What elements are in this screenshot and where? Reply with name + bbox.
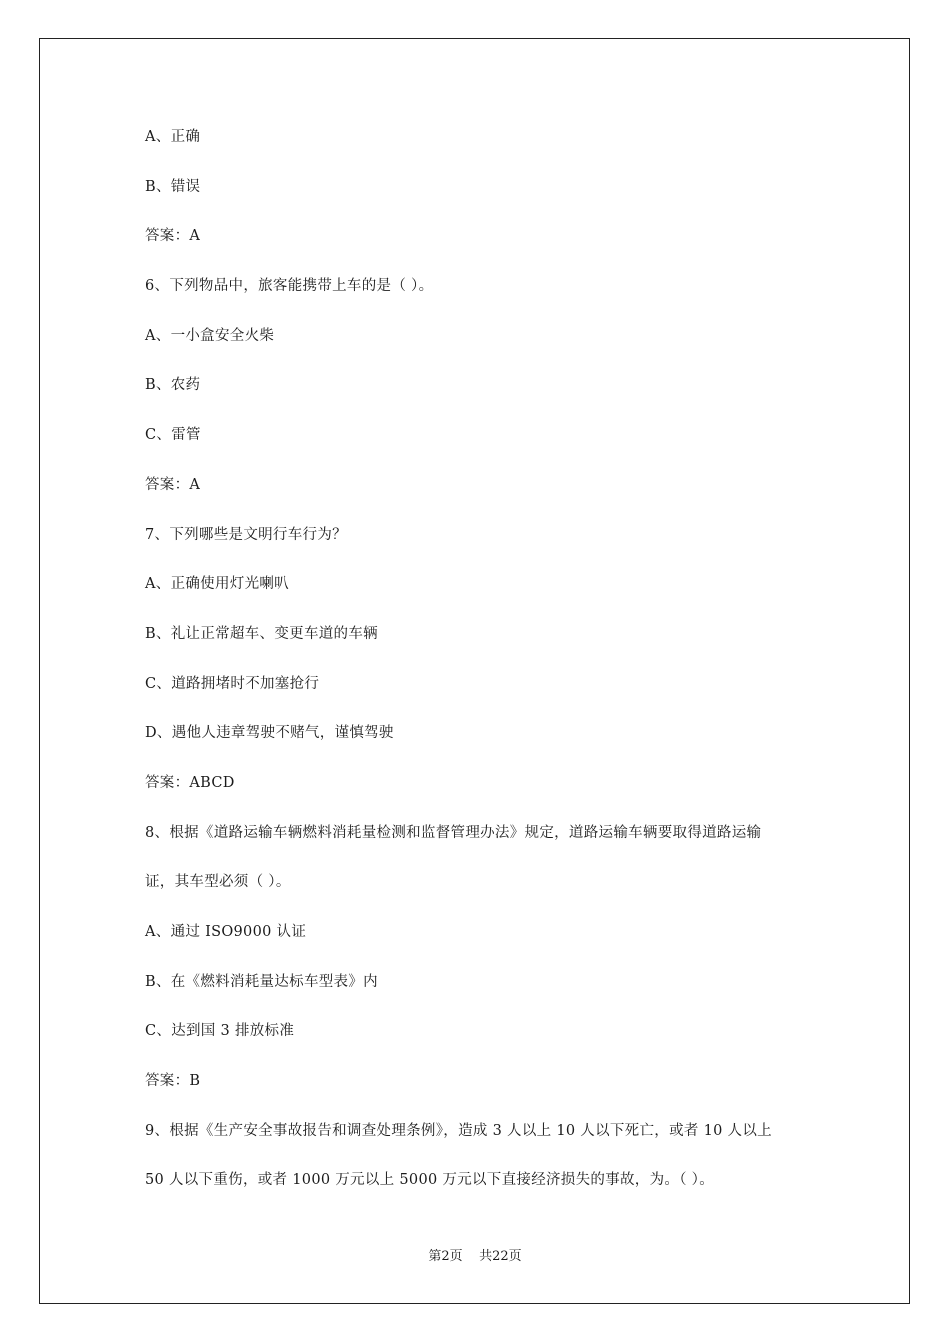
option-b: B、错误 [145, 178, 201, 195]
option-a: A、通过 ISO9000 认证 [145, 924, 307, 940]
question-9: 9、根据《生产安全事故报告和调查处理条例》，造成 3 人以上 10 人以下死亡，或者 10 人以上 [145, 1122, 772, 1139]
option-b: B、在《燃料消耗量达标车型表》内 [145, 973, 378, 990]
option-c: C、达到国 3 排放标准 [145, 1023, 295, 1040]
option-a: A、正确 [145, 129, 201, 145]
page-number: 第2页 共22页 [428, 1249, 522, 1264]
question-7: 7、下列哪些是文明行车行为？ [145, 526, 347, 543]
option-d: D、遇他人违章驾驶不赌气，谨慎驾驶 [145, 725, 394, 742]
option-b: B、农药 [145, 377, 201, 394]
option-c: C、道路拥堵时不加塞抢行 [145, 675, 320, 692]
option-a: A、一小盒安全火柴 [145, 327, 275, 344]
option-b: B、礼让正常超车、变更车道的车辆 [145, 625, 378, 642]
document-body [145, 126, 825, 1219]
option-a: A、正确使用灯光喇叭 [145, 576, 289, 593]
question-6: 6、下列物品中，旅客能携带上车的是（ ）。 [145, 278, 434, 295]
answer: 答案：ABCD [145, 774, 235, 791]
answer: 答案：A [145, 228, 201, 245]
question-9-continued: 50 人以下重伤，或者 1000 万元以上 5000 万元以下直接经济损失的事故，为。（ ）。 [145, 1172, 715, 1189]
answer: 答案：A [145, 476, 201, 493]
option-c: C、雷管 [145, 427, 201, 444]
question-8: 8、根据《道路运输车辆燃料消耗量检测和监督管理办法》规定，道路运输车辆要取得道路运输 [145, 824, 762, 841]
question-8-continued: 证，其车型必须（ ）。 [145, 874, 291, 891]
answer: 答案：B [145, 1073, 201, 1090]
